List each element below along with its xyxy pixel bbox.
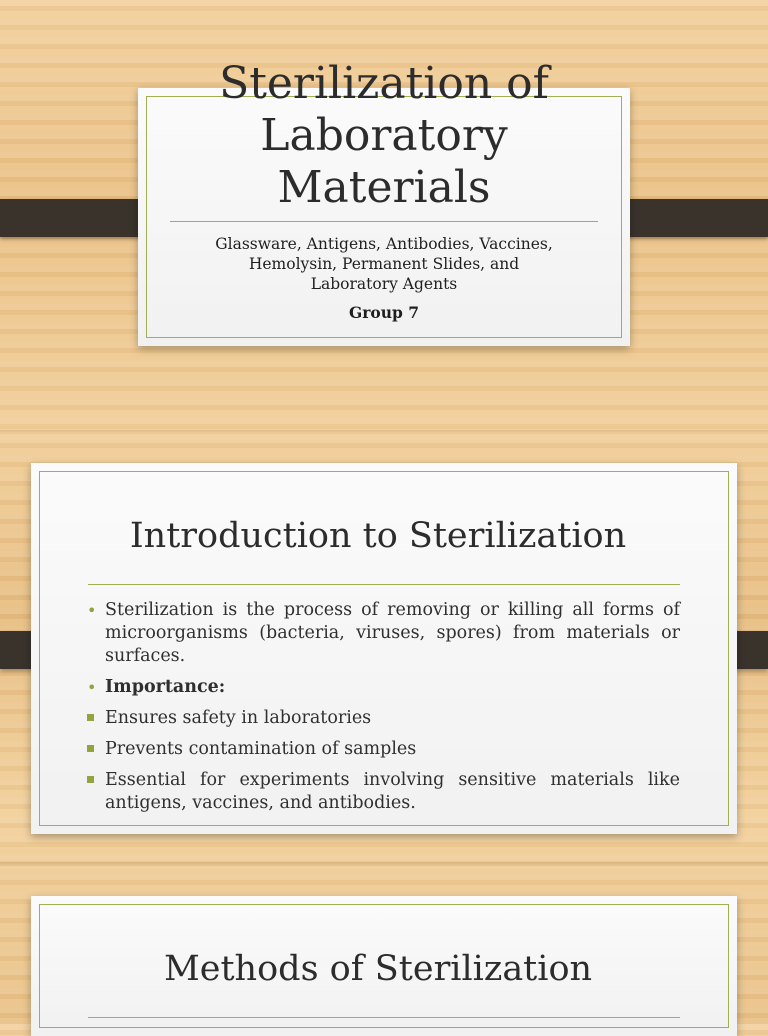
bullet-dot-icon: • [87,678,97,697]
bullet-square-icon [87,714,94,721]
title-divider [170,221,598,222]
presentation-subtitle: Glassware, Antigens, Antibodies, Vaccines, Hemolysin, Permanent Slides, and Laboratory Agents [215,235,553,293]
importance-point-text: Ensures safety in laboratories [105,708,372,728]
bullet-square-icon [87,745,94,752]
list-item [87,599,680,668]
list-item [87,769,680,815]
list-item [87,738,680,761]
wood-seam [0,430,768,436]
group-label: Group 7 [348,303,420,322]
slide-heading: Introduction to Sterilization [129,516,627,556]
bullet-square-icon [87,776,94,783]
heading-divider [88,1017,680,1018]
importance-point-text: Essential for experiments involving sensitive materials like antigens, vaccines, and antibodies. [105,770,680,813]
list-item [87,707,680,730]
slide-heading: Methods of Sterilization [163,949,593,989]
importance-label: Importance: [105,677,226,697]
definition-text: Sterilization is the process of removing or killing all forms of microorganisms (bacteria, viruses, spores) from materials or surfaces. [105,600,680,666]
bullet-dot-icon: • [87,601,97,620]
methods-slide [31,896,737,1036]
wood-seam [0,862,768,868]
list-item [87,676,680,699]
presentation-title: Sterilization of Laboratory Materials [219,58,549,213]
heading-divider [88,584,680,585]
importance-point-text: Prevents contamination of samples [105,739,417,759]
introduction-slide [31,463,737,834]
bullet-list [87,599,680,815]
